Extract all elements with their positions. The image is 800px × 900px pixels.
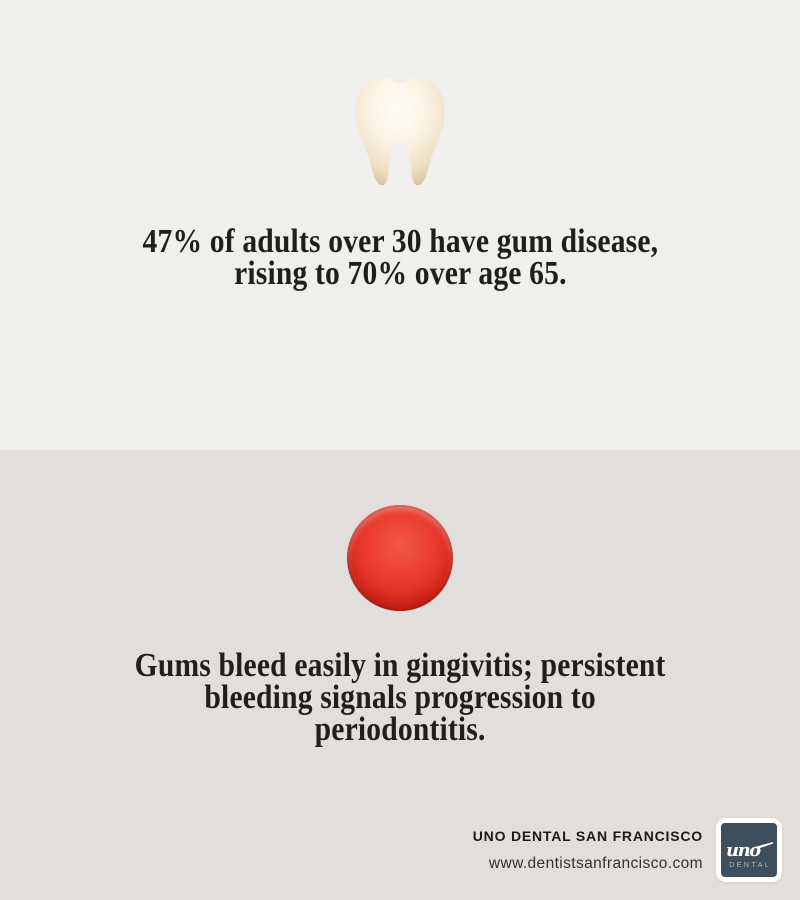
logo-wordmark: uno (726, 840, 760, 861)
red-circle-icon (347, 505, 453, 611)
uno-dental-logo (721, 823, 777, 877)
uno-dental-logo-card (716, 818, 782, 882)
bleeding-stat-text (134, 647, 666, 748)
stat-line: Gums bleed easily in gingivitis; persistent (134, 647, 666, 684)
website-url: www.dentistsanfrancisco.com (488, 854, 703, 872)
logo-sublabel: DENTAL (729, 862, 772, 869)
stat-line: periodontitis. (314, 711, 486, 748)
gum-disease-stat-text (142, 223, 658, 292)
stat-line: 47% of adults over 30 have gum disease, (142, 223, 658, 260)
tooth-icon (344, 72, 456, 190)
stat-line: bleeding signals progression to (204, 679, 596, 716)
logo-wordmark-icon (724, 839, 774, 861)
stat-line: rising to 70% over age 65. (233, 255, 567, 292)
footer (473, 818, 782, 882)
footer-text-column (473, 829, 703, 872)
brand-name: UNO DENTAL SAN FRANCISCO (472, 827, 703, 844)
stat-section-bleeding-gums (0, 450, 800, 900)
